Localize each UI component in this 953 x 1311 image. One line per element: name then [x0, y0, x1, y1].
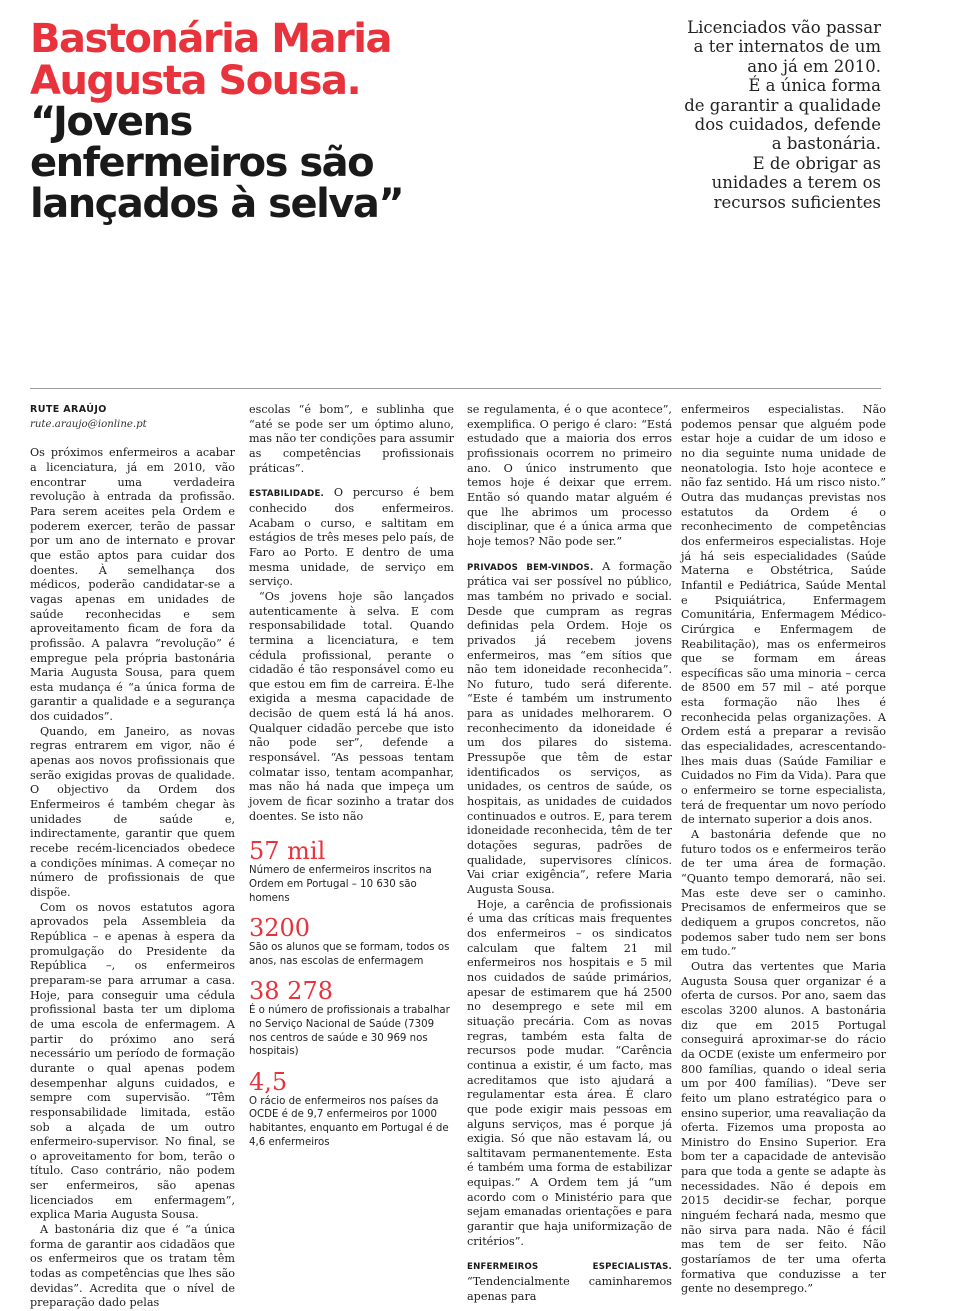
byline-author: RUTE ARAÚJO: [30, 404, 107, 415]
article-column-3: [467, 403, 672, 1304]
article-column-2: [249, 403, 454, 1159]
byline-email[interactable]: rute.araujo@ionline.pt: [30, 418, 147, 430]
section-lead-estabilidade: ESTABILIDADE.: [249, 489, 324, 500]
fact-item: [249, 1069, 454, 1149]
paragraph: Outra das vertentes que Maria Augusta Sousa quer organizar é a oferta de cursos. Por ano, saem das escolas 3200 alunos. A bastonária diz que em 2015 Portugal conseguirá aproximar-se do rácio da OCDE (existe um enfermeiro por 800 famílias, quando o ideal seria um por 400 famílias). “Deve ser feito um plano estratégico para o ensino superior, uma reavaliação da oferta. Fizemos uma proposta ao Ministro do Ensino Superior. Era bom ter a capacidade de antevisão para que toda a gente se adapte às necessidades. Não é depois em 2015 decidir-se fechar, porque ninguém fechará nada, mesmo que não sirva para nada. Não é fácil mas tem de ser feito. Não gostaríamos de ter uma oferta formativa que conduzisse a ter gente no desemprego.”: [681, 959, 886, 1296]
fact-number: 4,5: [249, 1067, 288, 1096]
standfirst-line: a bastonária.: [771, 134, 881, 154]
fact-description: São os alunos que se formam, todos os anos, nas escolas de enfermagem: [249, 942, 450, 967]
standfirst-line: dos cuidados, defende: [694, 115, 881, 135]
headline-quote-line-3: lançados à selva”: [30, 181, 404, 227]
paragraph-text: “Tendencialmente caminharemos apenas para: [467, 1275, 672, 1303]
paragraph-text: O percurso é bem conhecido dos enfermeiros. Acabam o curso, e saltitam em estágios de três meses pelo país, de Faro ao Porto. E dentro de uma mesma unidade, de serviço em serviço.: [249, 486, 455, 589]
section-lead-especialistas: ENFERMEIROS ESPECIALISTAS.: [467, 1262, 672, 1273]
section-divider: [30, 388, 881, 389]
article-column-1: [30, 403, 235, 1311]
paragraph: Hoje, a carência de profissionais é uma das críticas mais frequentes dos enfermeiros – os sindicatos calculam que faltem 21 mil enfermeiros nos hospitais e 5 mil nos cuidados de saúde primários, apesar de estimarem que há 2500 no desemprego e sete mil em situação precária. Com as novas regras, também esta falta de recursos pode mudar. “Carência continua a existir, é um facto, mas acreditamos que isto ajudará a regulamentar esta área. É claro que pode exigir mais pessoas em alguns serviços, mas é porque já exigia. Só que não estavam lá, ou saltitavam permanentemente. Esta é também uma forma de estabilizar equipas.” A Ordem tem já “um acordo com o Ministério para que sejam emanadas orientações e para garantir que haja uniformização de critérios”.: [467, 897, 672, 1248]
fact-description: Número de enfermeiros inscritos na Ordem em Portugal – 10 630 são homens: [249, 865, 432, 904]
standfirst-line: Licenciados vão passar: [687, 18, 881, 37]
standfirst-line: É a única forma: [748, 76, 881, 96]
fact-item: [249, 915, 454, 968]
fact-description: O rácio de enfermeiros nos países da OCDE é de 9,7 enfermeiros por 1000 habitantes, enquanto em Portugal é de 4,6 enfermeiros: [249, 1095, 449, 1148]
paragraph: se regulamenta, é o que acontece”, exemplifica. O perigo é claro: “Está estudado que a maioria dos erros profissionais ocorrem no primeiro ano. O único instrumento que temos hoje é deixar que errem. Então só quando matar alguém é que lhe abrimos um processo disciplinar, que é a única arma que hoje temos? Não pode ser.”: [467, 403, 672, 548]
fact-description: É o número de profissionais a trabalhar no Serviço Nacional de Saúde (7309 nos centros de saúde e 30 969 nos hospitais): [249, 1005, 450, 1058]
standfirst-line: unidades a terem os: [711, 173, 881, 193]
fact-item: [249, 978, 454, 1058]
standfirst-line: de garantir a qualidade: [684, 95, 881, 115]
standfirst: [641, 18, 881, 212]
paragraph: escolas “é bom”, e sublinha que “até se pode ser um óptimo aluno, mas não ter condições para assumir as competências profissionais práticas”.: [249, 403, 454, 475]
standfirst-line: a ter internatos de um: [693, 37, 881, 57]
headline-red-line-1: Bastonária Maria: [30, 16, 391, 62]
paragraph: enfermeiros especialistas. Não podemos pensar que alguém pode estar hoje a cuidar de um idoso e no dia seguinte numa unidade de neonatologia. Isto hoje acontece e não faz sentido. Há um risco nisto.” Outra das mudanças previstas nos estatutos da Ordem é o reconhecimento de competências dos enfermeiros especialistas. Hoje já há seis especialidades (Saúde Materna e Obstétrica, Saúde Infantil e Pediátrica, Saúde Mental e Psiquiátrica, Enfermagem Comunitária, Enfermagem Médico-Cirúrgica e Enfermagem de Reabilitação), mas os enfermeiros que se formam em áreas específicas são uma minoria – cerca de 8500 em 57 mil – até porque esta formação não lhes é reconhecida pelas organizações. A Ordem está a preparar a revisão das especialidades, acrescentando-lhes mais duas (Saúde Familiar e Cuidados no Fim da Vida). Para que o enfermeiro se torne especialista, terá de frequentar um novo período de internato superior a dois anos.: [681, 403, 886, 827]
headline-red-line-2: Augusta Sousa.: [30, 58, 361, 104]
fact-number: 3200: [249, 914, 311, 943]
paragraph: [467, 1259, 672, 1304]
headline-quote-line-1: “Jovens: [30, 99, 192, 145]
paragraph: [249, 486, 454, 590]
fact-box: [249, 838, 454, 1149]
article-column-4: [681, 403, 886, 1297]
headline: [30, 18, 590, 225]
section-lead-privados: PRIVADOS BEM-VINDOS.: [467, 562, 594, 573]
paragraph: Os próximos enfermeiros a acabar a licenciatura, já em 2010, vão encontrar uma verdadeira revolução à entrada da profissão. Para serem aceites pela Ordem e poderem exercer, terão de passar por um ano de internato e provar que estão aptos para cuidar dos doentes. À semelhança dos médicos, poderão candidatar-se a vagas apenas em unidades de saúde reconhecidas e sem aproveitamento ficam de fora da profissão. A palavra “revolução” é empregue pela própria bastonária Maria Augusta Sousa, para quem esta mudança é “a única forma de garantir a qualidade e a segurança dos cuidados”.: [30, 446, 235, 724]
fact-number: 57 mil: [249, 837, 326, 866]
paragraph: A bastonária defende que no futuro todos os e enfermeiros terão de ter uma área de formação. “Quanto tempo demorará, não sei. Mas este deve ser o caminho. Precisamos de enfermeiros que se dediquem a grupos concretos, não podemos saber tudo nem ser bons em tudo.”: [681, 828, 886, 959]
standfirst-line: recursos suficientes: [713, 192, 881, 212]
headline-quote-line-2: enfermeiros são: [30, 140, 374, 186]
paragraph: A bastonária diz que é “a única forma de garantir aos cidadãos que os enfermeiros que os tratam têm todas as competências que lhes são devidas”. Acredita que o nível de preparação dado pelas: [30, 1223, 235, 1310]
fact-number: 38 278: [249, 977, 333, 1006]
standfirst-line: ano já em 2010.: [747, 56, 881, 76]
paragraph: [467, 560, 672, 898]
standfirst-line: E de obrigar as: [752, 153, 881, 173]
fact-item: [249, 838, 454, 905]
paragraph-text: A formação prática vai ser possível no público, mas também no privado e social. Desde que cumpram as regras definidas pela Ordem. Hoje os privados já recebem jovens enfermeiros, mas “em sítios que não tem idoneidade reconhecida”. No futuro, tudo será diferente. “Este é também um instrumento para as unidades melhorarem. O reconhecimento da idoneidade é um dos pilares do sistema. Pressupõe que têm de estar identificados os serviços, as unidades, os centros de saúde, os hospitais, as unidades de cuidados continuados e outros. E, para terem idoneidade reconhecida, têm de ter dotações seguras, padrões de qualidade, supervisores clínicos. Vai criar exigência”, refere Maria Augusta Sousa.: [467, 559, 672, 896]
paragraph: Com os novos estatutos agora aprovados pela Assembleia da República – e apenas à espera da promulgação do Presidente da República –, os enfermeiros preparam-se para arrumar a casa. Hoje, para conseguir uma cédula profissional basta ter um diploma de uma escola de enfermagem. A partir do próximo ano será necessário um período de formação durante o qual apenas podem desempenhar alguns cuidados, e sempre com supervisão. “Têm responsabilidade limitada, estão sob a alçada de um outro enfermeiro-supervisor. No final, se o aproveitamento for bom, terão o título. Caso contrário, não podem ser enfermeiros, são apenas licenciados em enfermagem”, explica Maria Augusta Sousa.: [30, 900, 235, 1222]
paragraph: “Os jovens hoje são lançados autenticamente à selva. E com responsabilidade total. Quando termina a licenciatura, e tem cédula profissional, perante o cidadão é tão responsável como eu que estou em fim de carreira. É-lhe exigida a mesma capacidade de decisão de quem está lá há anos. Qualquer cidadão percebe que isto não pode ser”, defende a responsável. “As pessoas tentam colmatar isso, tentam acompanhar, mas não há nada que impeça um jovem de ficar sozinho a tratar dos doentes. Se isto não: [249, 589, 454, 823]
paragraph: Quando, em Janeiro, as novas regras entrarem em vigor, não é apenas aos novos profissionais que serão exigidas provas de qualidade. O objectivo da Ordem dos Enfermeiros é também chegar às unidades de saúde e, indirectamente, garantir que quem recebe recém-licenciados obedece a condições mínimas. A começar no número de profissionais de que dispõe.: [30, 724, 235, 899]
